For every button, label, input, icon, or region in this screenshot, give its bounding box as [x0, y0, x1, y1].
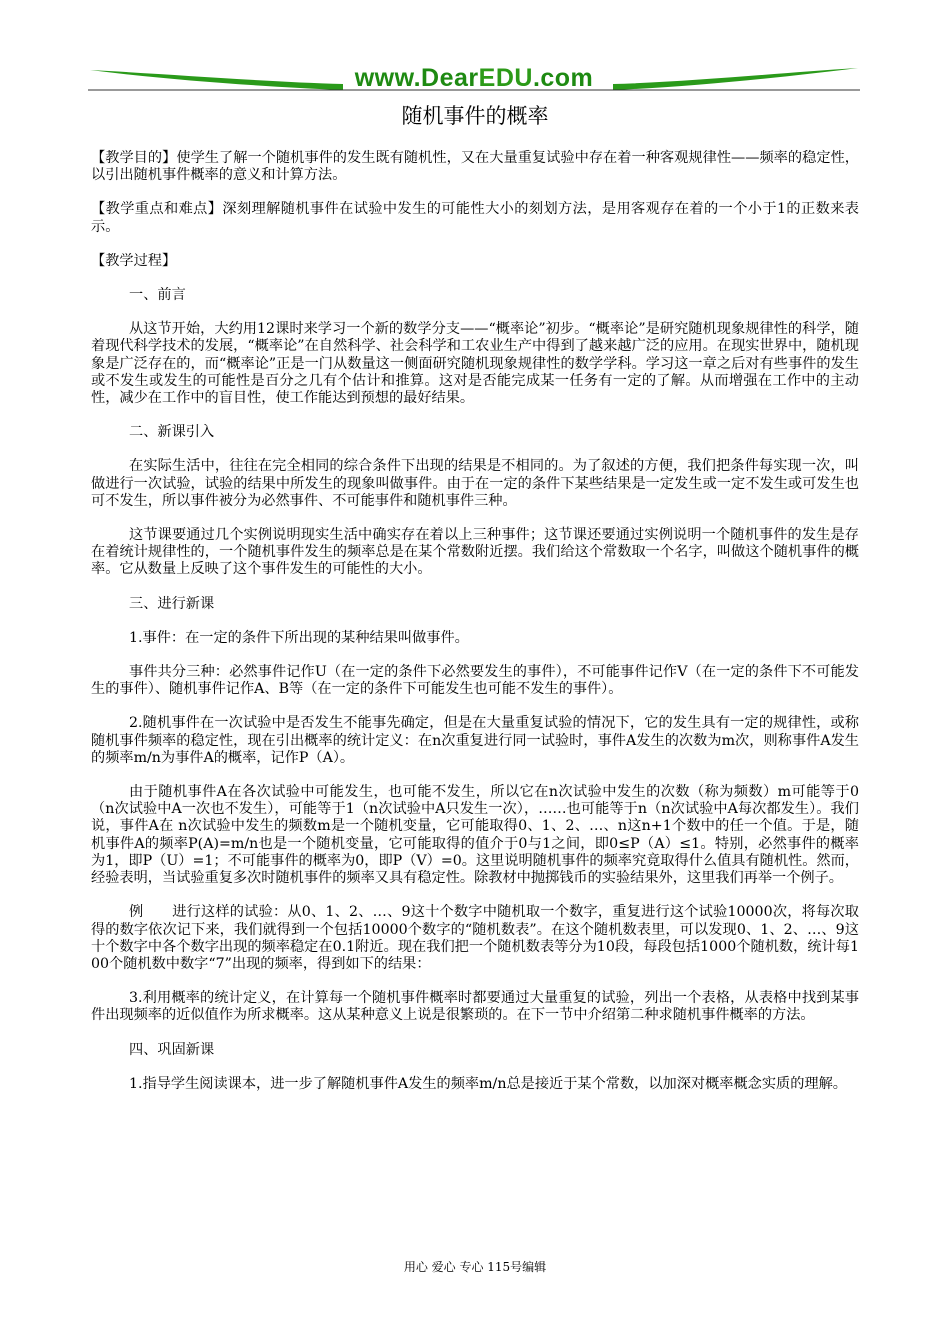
paragraph: 从这节开始，大约用12课时来学习一个新的数学分支——“概率论”初步。“概率论”是研究随机现象规律性的科学，随着现代科学技术的发展，“概率论”在自然科学、社会科学和工农业生产中得到了越来越广泛的应用。在现实世界中，随机现象是广泛存在的，而“概率论”正是一门从数量这一侧面研究随机现象规律性的数学学科。学习这一章之后对有些事件的发生或不发生或发生的可能性是百分之几有个估计和推算。这对是否能完成某一任务有一定的了解。从而增强在工作中的主动性，减少在工作中的盲目性，使工作能达到预想的最好结果。: [91, 321, 859, 407]
teaching-process-heading: 【教学过程】: [91, 252, 177, 269]
brand-edu: EDU: [478, 64, 533, 92]
document-body: [91, 150, 859, 1110]
brand-suffix: .com: [532, 64, 594, 92]
section-heading-consolidate: 四、巩固新课: [129, 1041, 215, 1058]
section-heading-new-lesson: 三、进行新课: [129, 595, 215, 612]
paragraph: 在实际生活中，往往在完全相同的综合条件下出现的结果是不相同的。为了叙述的方便，我们把条件每实现一次，叫做进行一次试验，试验的结果中所发生的现象叫做事件。由于在一定的条件下某些结果是一定发生或一定不发生或可发生也可不发生，所以事件被分为必然事件、不可能事件和随机事件三种。: [91, 458, 859, 509]
page-footer: 用心 爱心 专心 115号编辑: [403, 1260, 547, 1274]
paragraph: 2.随机事件在一次试验中是否发生不能事先确定，但是在大量重复试验的情况下，它的发生具有一定的规律性，或称随机事件频率的稳定性，现在引出概率的统计定义：在n次重复进行同一试验时，事件A发生的次数为m次，则称事件A发生的频率m/n为事件A的概率，记作P（A）。: [91, 715, 859, 766]
page-header: [88, 60, 860, 100]
paragraph: 3.利用概率的统计定义，在计算每一个随机事件概率时都要通过大量重复的试验，列出一个表格，从表格中找到某事件出现频率的近似值作为所求概率。这从某种意义上说是很繁琐的。在下一节中介绍第二种求随机事件概率的方法。: [91, 990, 859, 1024]
site-logo: [88, 64, 860, 93]
teaching-focus: 【教学重点和难点】深刻理解随机事件在试验中发生的可能性大小的刻划方法，是用客观存在着的一个小于1的正数来表示。: [91, 201, 859, 235]
section-heading-intro: 一、前言: [129, 287, 186, 304]
teaching-goal: 【教学目的】使学生了解一个随机事件的发生既有随机性，又在大量重复试验中存在着一种客观规律性——频率的稳定性，以引出随机事件概率的意义和计算方法。: [91, 150, 859, 184]
section-heading-new-lesson-intro: 二、新课引入: [129, 424, 215, 441]
paragraph: 1.指导学生阅读课本，进一步了解随机事件A发生的频率m/n总是接近于某个常数，以加深对概率概念实质的理解。: [129, 1075, 847, 1092]
paragraph: 例 进行这样的试验：从0、1、2、…、9这十个数字中随机取一个数字，重复进行这个试验10000次，将每次取得的数字依次记下来，我们就得到一个包括10000个数字的“随机数表”。在这个随机数表里，可以发现0、1、2、…、9这十个数字中各个数字出现的频率稳定在0.1附近。现在我们把一个随机数表等分为10段，每段包括1000个随机数，统计每100个随机数中数字“7”出现的频率，得到如下的结果：: [91, 904, 859, 972]
brand-prefix: www.Dear: [354, 64, 479, 92]
paragraph: 这节课要通过几个实例说明现实生活中确实存在着以上三种事件；这节课还要通过实例说明一个随机事件的发生是存在着统计规律性的，一个随机事件发生的频率总是在某个常数附近摆。我们给这个常数取一个名字，叫做这个随机事件的概率。它从数量上反映了这个事件发生的可能性的大小。: [91, 527, 859, 578]
paragraph: 1.事件：在一定的条件下所出现的某种结果叫做事件。: [129, 629, 469, 646]
document-title: 随机事件的概率: [401, 104, 549, 128]
paragraph: 由于随机事件A在各次试验中可能发生，也可能不发生，所以它在n次试验中发生的次数（称为频数）m可能等于0（n次试验中A一次也不发生），可能等于1（n次试验中A只发生一次），……也可能等于n（n次试验中A每次都发生）。我们说，事件A在 n次试验中发生的频数m是一个随机变量，它可能取得0、1、2、…、n这n+1个数中的任一个值。于是，随机事件A的频率P(A)=m/n也是一个随机变量，它可能取得的值介于0与1之间，即0≤P（A）≤1。特别，必然事件的概率为1，即P（U）=1；不可能事件的概率为0，即P（V）=0。这里说明随机事件的频率究竟取得什么值具有随机性。然而，经验表明，当试验重复多次时随机事件的频率又具有稳定性。除教材中抛掷钱币的实验结果外，这里我们再举一个例子。: [91, 784, 859, 887]
paragraph: 事件共分三种：必然事件记作U（在一定的条件下必然要发生的事件），不可能事件记作V（在一定的条件下不可能发生的事件）、随机事件记作A、B等（在一定的条件下可能发生也可能不发生的事件）。: [91, 664, 859, 698]
